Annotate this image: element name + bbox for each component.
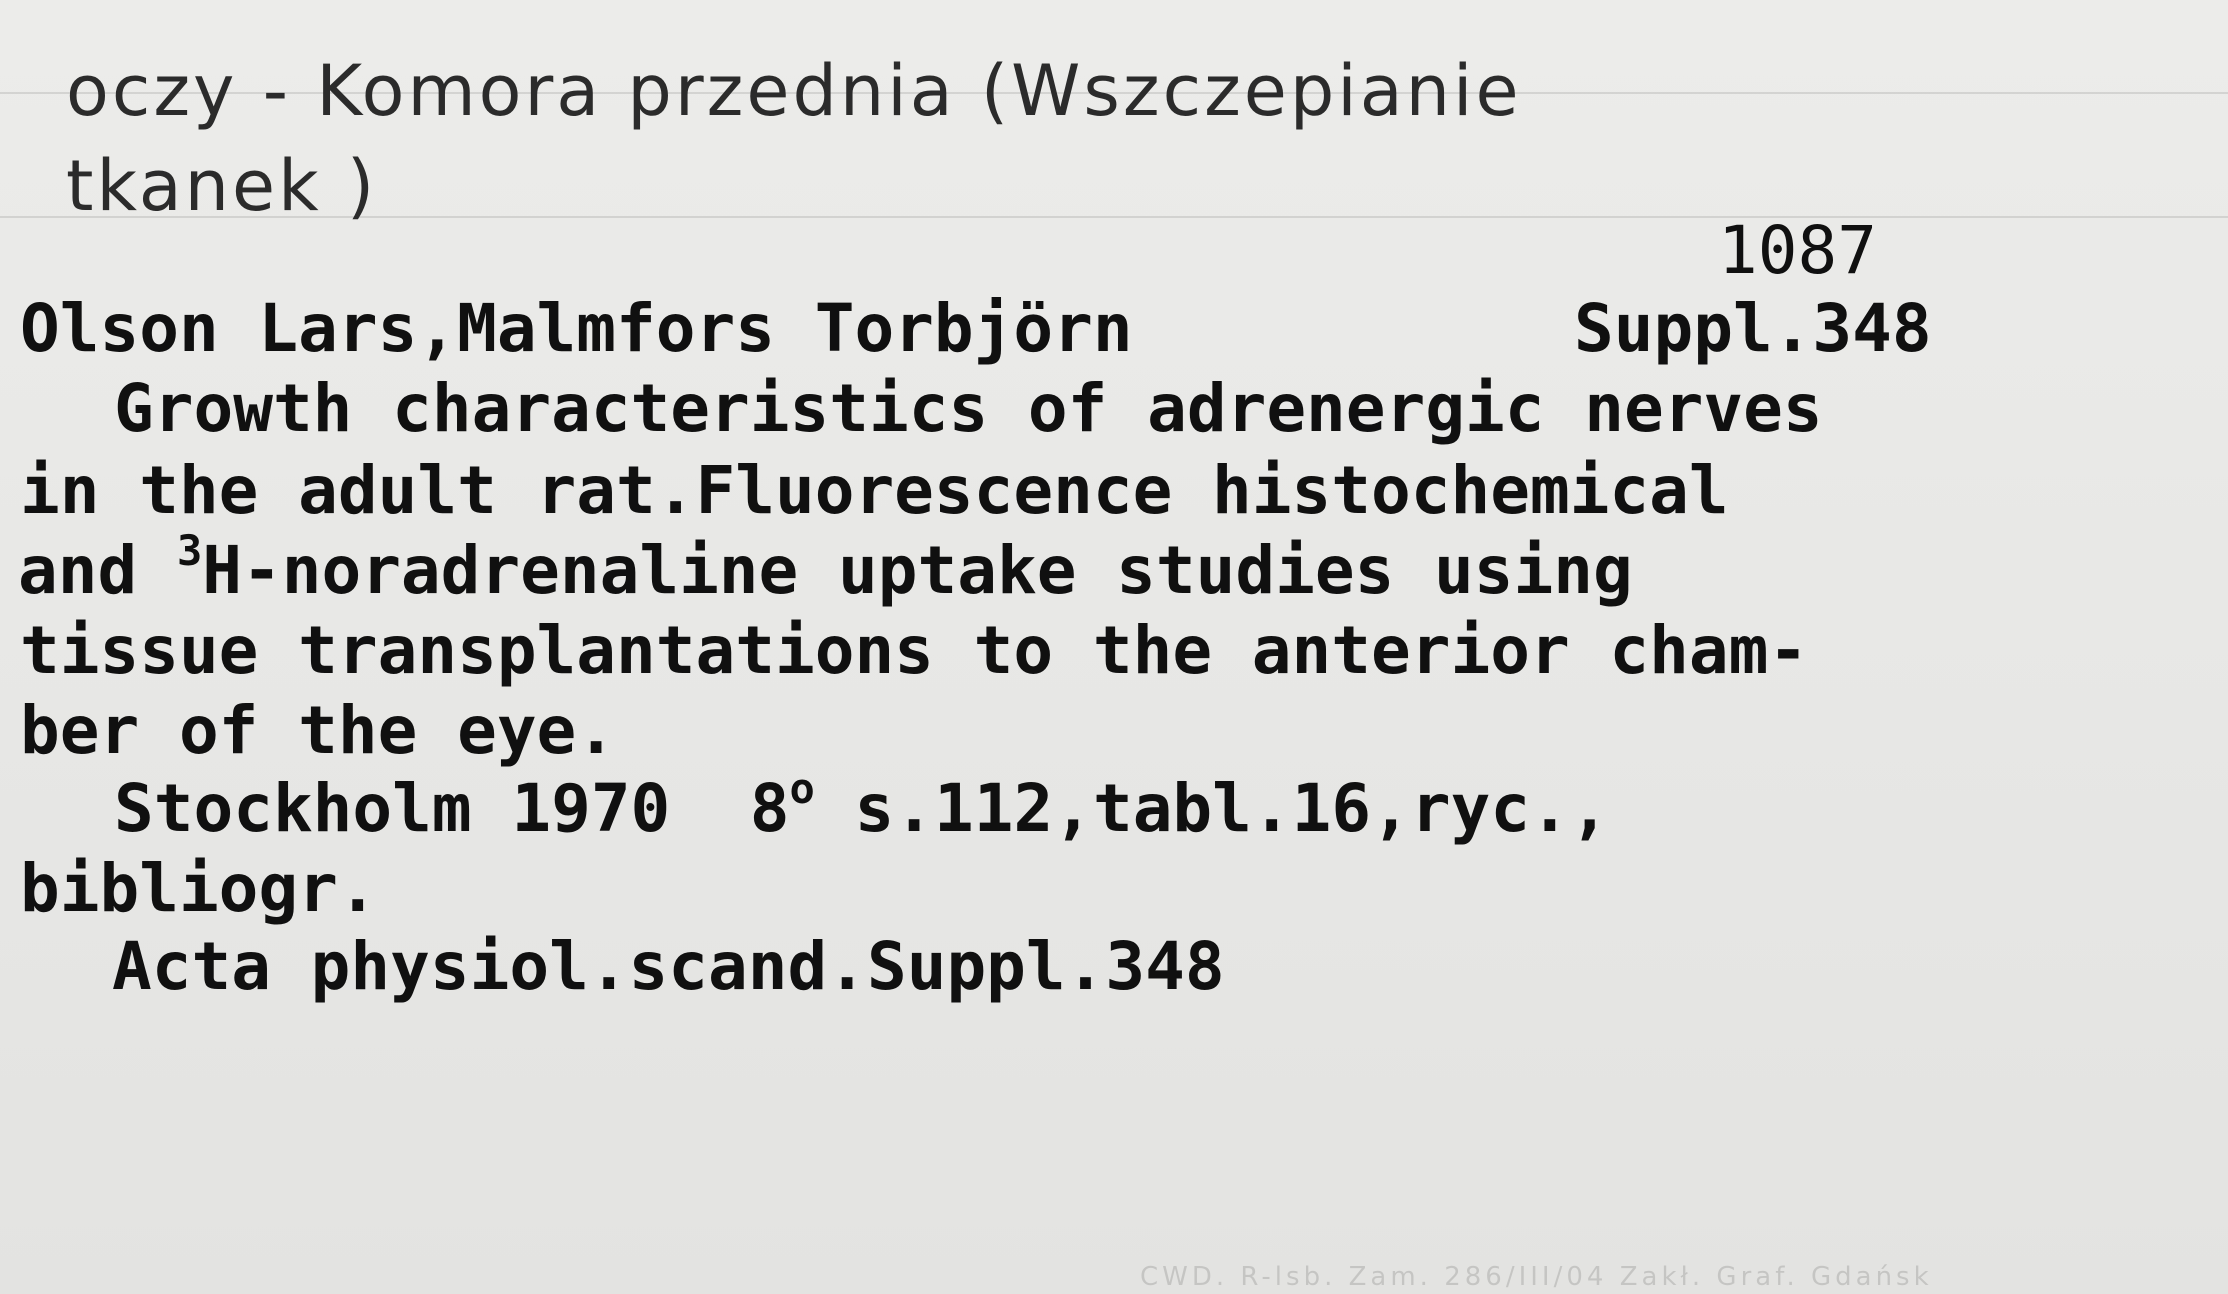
title-line-3-start: and <box>18 532 177 609</box>
title-line-3 <box>18 526 1633 609</box>
title-line-4: tissue transplantations to the anterior cham- <box>20 612 1809 689</box>
authors: Olson Lars,Malmfors Torbjörn <box>20 290 1133 367</box>
handwritten-subject-line-1: oczy - Komora przednia (Wszczepianie <box>66 50 1522 132</box>
imprint-pagination: s.112,tabl.16,ryc., <box>814 770 1610 847</box>
series-statement: Acta physiol.scand.Suppl.348 <box>112 928 1225 1005</box>
imprint-place-year-format: Stockholm 1970 8 <box>114 770 790 847</box>
title-line-5: ber of the eye. <box>20 692 617 769</box>
imprint-line-2: bibliogr. <box>20 850 378 927</box>
title-line-3-end: H-noradrenaline uptake studies using <box>202 532 1633 609</box>
card-number: 1087 <box>1718 212 1877 289</box>
title-line-2: in the adult rat.Fluorescence histochemical <box>20 452 1729 529</box>
printer-imprint: CWD. R-lsb. Zam. 286/III/04 Zakł. Graf. Gdańsk <box>1140 1262 1933 1292</box>
imprint-line-1 <box>114 764 1610 847</box>
title-line-1: Growth characteristics of adrenergic nerves <box>114 370 1823 447</box>
handwritten-subject-line-2: tkanek ) <box>66 145 378 227</box>
isotope-superscript: 3 <box>176 526 203 575</box>
supplement-number: Suppl.348 <box>1574 290 1932 367</box>
format-degree-superscript: o <box>789 764 815 813</box>
